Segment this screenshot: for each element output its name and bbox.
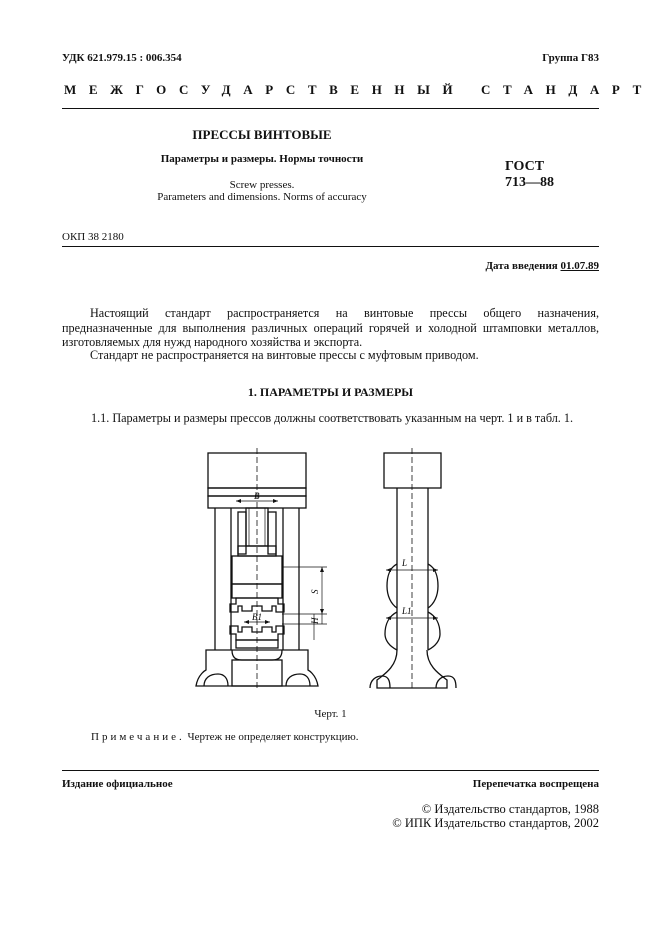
standard-type: МЕЖГОСУДАРСТВЕННЫЙ СТАНДАРТ (64, 82, 654, 97)
dim-label-h: H (310, 617, 320, 624)
dim-label-b1: B1 (252, 612, 262, 622)
gost-label: ГОСТ (505, 159, 545, 174)
section-heading: 1. ПАРАМЕТРЫ И РАЗМЕРЫ (247, 385, 414, 399)
header-rule (62, 108, 599, 109)
clause-1-1: 1.1. Параметры и размеры прессов должны соответствовать указанным на черт. 1 и в табл. 1. (91, 411, 574, 425)
dim-label-l1: L1 (402, 606, 412, 616)
title-ru: ПРЕССЫ ВИНТОВЫЕ (192, 127, 332, 142)
drawing-note (91, 731, 358, 743)
title-rule (62, 246, 599, 247)
group-code: Группа Г83 (542, 52, 599, 64)
title-en: Screw presses. (229, 179, 295, 191)
intro-paragraph-2: Стандарт не распространяется на винтовые прессы с муфтовым приводом. (90, 348, 479, 362)
intro-paragraph-1: Настоящий стандарт распространяется на винтовые прессы общего назначения, предназначенные для выполнения различных операций горячей и холодной штамповки металлов, изготовляемых для нужд народного хозяйства и экспорта. (62, 306, 599, 349)
dim-label-b: B (254, 491, 260, 501)
dim-label-l: L (402, 558, 408, 568)
udk-code: УДК 621.979.15 : 006.354 (62, 52, 182, 64)
gost-number: 713—88 (505, 175, 554, 190)
subtitle-ru: Параметры и размеры. Нормы точности (160, 153, 364, 165)
figure-caption: Черт. 1 (314, 708, 347, 720)
subtitle-en: Parameters and dimensions. Norms of accuracy (157, 191, 367, 203)
note-label: Примечание. (91, 731, 185, 743)
reprint-prohibited: Перепечатка воспрещена (472, 778, 599, 790)
footer-rule (62, 770, 599, 771)
copyright-1988: © Издательство стандартов, 1988 (421, 802, 599, 816)
okp-code: ОКП 38 2180 (62, 231, 124, 243)
copyright-2002: © ИПК Издательство стандартов, 2002 (392, 816, 599, 830)
note-text: Чертеж не определяет конструкцию. (187, 731, 359, 743)
effective-date-label: Дата введения (485, 260, 558, 272)
official-edition: Издание официальное (62, 778, 173, 790)
press-drawing (195, 445, 475, 695)
effective-date (485, 260, 599, 272)
crown-side (384, 453, 441, 488)
effective-date-value: 01.07.89 (560, 260, 599, 272)
dim-label-s: S (310, 589, 320, 594)
